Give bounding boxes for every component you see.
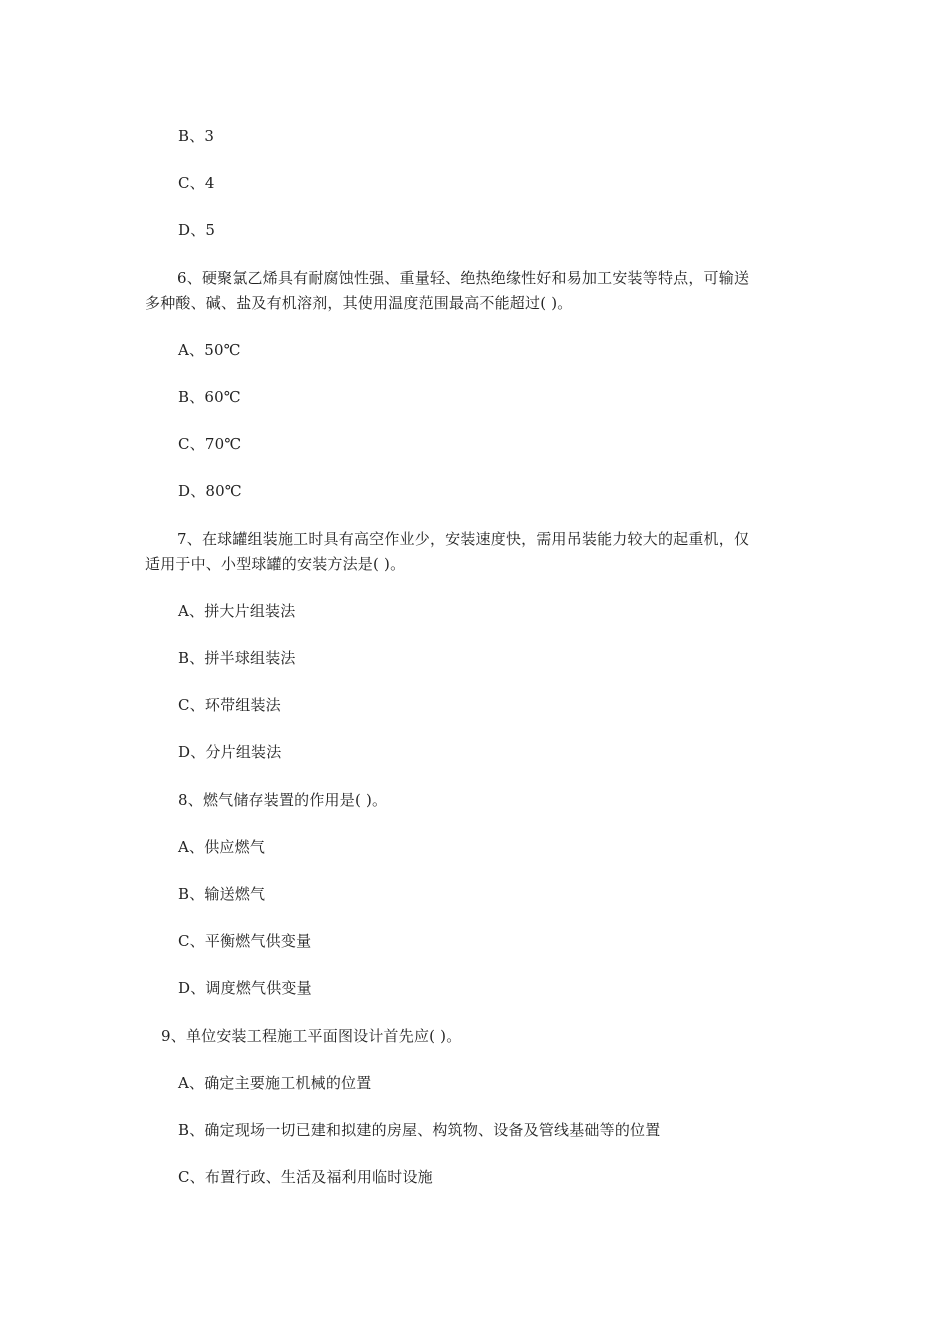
q7-stem-line2: 适用于中、小型球罐的安装方法是( )。	[145, 555, 406, 573]
q6-option-a: A、50℃	[178, 341, 241, 359]
q5-option-b: B、3	[178, 127, 215, 145]
q8-stem: 8、燃气储存装置的作用是( )。	[178, 791, 388, 809]
q9-option-b: B、确定现场一切已建和拟建的房屋、构筑物、设备及管线基础等的位置	[178, 1121, 661, 1139]
q6-option-b: B、60℃	[178, 388, 241, 406]
q7-option-d: D、分片组装法	[178, 743, 282, 761]
q9-stem: 9、单位安装工程施工平面图设计首先应( )。	[161, 1027, 462, 1045]
q8-option-a: A、供应燃气	[178, 838, 266, 856]
q8-option-c: C、平衡燃气供变量	[178, 932, 312, 950]
q8-option-d: D、调度燃气供变量	[178, 979, 312, 997]
q7-stem-line1-text: 7、在球罐组装施工时具有高空作业少，安装速度快，需用吊装能力较大的起重机，仅	[177, 530, 750, 548]
q7-option-c: C、环带组装法	[178, 696, 281, 714]
q6-stem-line1	[145, 266, 749, 290]
q9-option-a: A、确定主要施工机械的位置	[178, 1074, 372, 1092]
q5-option-c: C、4	[178, 174, 215, 192]
q6-stem-line2: 多种酸、碱、盐及有机溶剂，其使用温度范围最高不能超过( )。	[145, 294, 573, 312]
q8-option-b: B、输送燃气	[178, 885, 266, 903]
q5-option-d: D、5	[178, 221, 216, 239]
q6-option-c: C、70℃	[178, 435, 242, 453]
q7-option-a: A、拼大片组装法	[178, 602, 296, 620]
q6-stem-line1-text: 6、硬聚氯乙烯具有耐腐蚀性强、重量轻、绝热绝缘性好和易加工安装等特点，可输送	[177, 269, 750, 287]
q6-option-d: D、80℃	[178, 482, 242, 500]
q7-option-b: B、拼半球组装法	[178, 649, 296, 667]
q7-stem-line1	[145, 527, 749, 551]
q9-option-c: C、布置行政、生活及福利用临时设施	[178, 1168, 433, 1186]
